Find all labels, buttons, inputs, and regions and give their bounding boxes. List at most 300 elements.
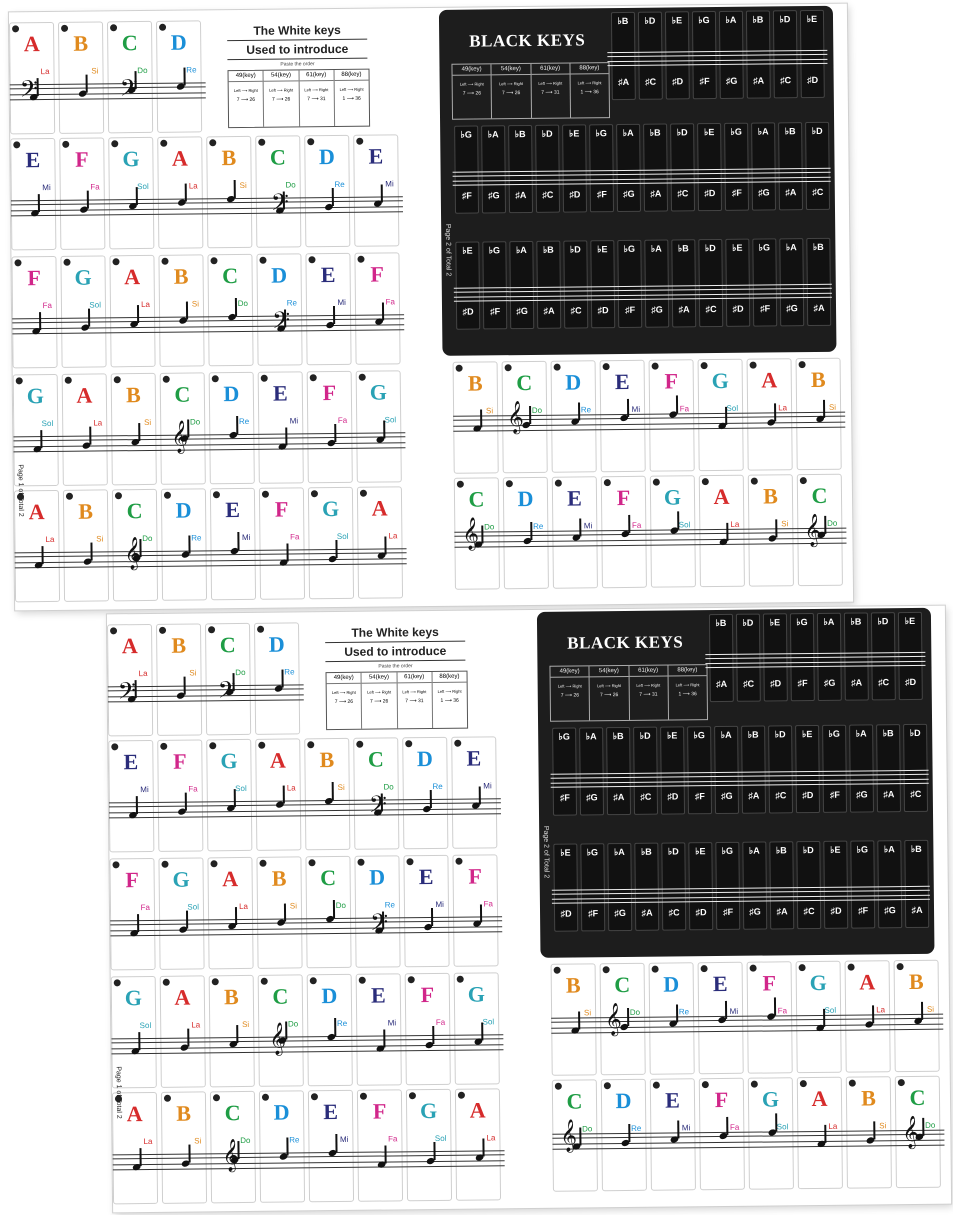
black-keys-panel bbox=[537, 608, 935, 958]
black-key-sticker bbox=[687, 726, 712, 814]
flat-note-label: ♭A bbox=[613, 846, 625, 858]
note-stem bbox=[382, 302, 384, 320]
flat-note-label: ♭B bbox=[747, 729, 759, 740]
key-sticker bbox=[402, 737, 448, 849]
sharp-note-label: ♯D bbox=[695, 907, 707, 918]
white-keys-title: The White keys bbox=[227, 23, 367, 41]
flat-note-label: ♭A bbox=[883, 844, 895, 855]
key-letter: A bbox=[171, 145, 188, 171]
sharp-note-label: ♯A bbox=[650, 188, 662, 199]
note-stem bbox=[725, 1001, 727, 1019]
key-sticker bbox=[109, 255, 155, 367]
key-solfege: Mi bbox=[42, 182, 51, 193]
key-solfege: Do bbox=[827, 518, 838, 528]
white-key-row bbox=[9, 18, 428, 138]
black-key-sticker bbox=[579, 727, 604, 815]
bass-clef-icon: 𝄢 bbox=[368, 790, 388, 824]
size-range: 7 ⟶ 31 bbox=[639, 691, 658, 698]
flat-note-label: ♭E bbox=[904, 615, 916, 627]
page-black-keys bbox=[531, 606, 951, 1208]
flat-note-label: ♭G bbox=[586, 847, 599, 858]
flat-note-label: ♭G bbox=[623, 243, 636, 254]
treble-clef-icon: 𝄞 bbox=[462, 516, 480, 550]
size-keys: 61(key) bbox=[299, 70, 333, 81]
note-stem bbox=[676, 395, 678, 413]
treble-clef-icon: 𝄞 bbox=[506, 400, 524, 434]
key-letter: C bbox=[566, 1088, 583, 1114]
size-keys: 88(key) bbox=[334, 70, 368, 81]
music-staff bbox=[607, 50, 827, 66]
key-sticker bbox=[158, 857, 204, 969]
key-solfege: Sol bbox=[137, 181, 149, 192]
sharp-note-label: ♯G bbox=[749, 906, 761, 917]
treble-clef-icon: 𝄞 bbox=[124, 536, 142, 570]
key-sticker bbox=[259, 487, 305, 599]
sharp-note-label: ♯G bbox=[516, 305, 528, 317]
note-stem bbox=[677, 511, 679, 529]
size-direction: Left ⟶ Right bbox=[402, 689, 427, 695]
note-stem bbox=[187, 1029, 189, 1047]
flat-note-label: ♭G bbox=[721, 845, 734, 856]
note-stem bbox=[383, 420, 385, 438]
size-range: 7 ⟶ 26 bbox=[462, 90, 482, 97]
sharp-note-label: ♯A bbox=[813, 302, 825, 313]
sharp-note-label: ♯F bbox=[759, 303, 771, 314]
note-stem bbox=[281, 670, 283, 688]
black-key-sticker bbox=[779, 238, 804, 326]
sharp-note-label: ♯F bbox=[731, 187, 742, 198]
sharp-note-label: ♯D bbox=[704, 188, 716, 199]
key-solfege: Si bbox=[144, 417, 152, 428]
key-solfege: Re bbox=[384, 900, 395, 910]
black-key-sticker bbox=[850, 840, 875, 928]
note-stem bbox=[381, 185, 383, 203]
sharp-note-label: ♯G bbox=[856, 789, 868, 800]
key-solfege: Re bbox=[334, 179, 345, 190]
black-key-sticker bbox=[661, 842, 686, 930]
key-solfege: Sol bbox=[139, 1020, 152, 1031]
key-letter: B bbox=[565, 972, 581, 998]
flat-note-label: ♭B bbox=[542, 244, 554, 255]
size-range: 7 ⟶ 26 bbox=[560, 692, 580, 699]
key-solfege: Re bbox=[678, 1007, 690, 1017]
key-letter: E bbox=[466, 745, 482, 771]
sharp-note-label: ♯F bbox=[559, 792, 570, 803]
note-stem bbox=[725, 407, 727, 425]
sharp-note-label: ♯G bbox=[651, 304, 663, 315]
treble-clef-icon: 𝄞 bbox=[804, 512, 822, 547]
note-stem bbox=[628, 515, 630, 533]
sharp-note-label: ♯A bbox=[543, 305, 555, 316]
sharp-note-label: ♯G bbox=[614, 907, 626, 919]
note-stem bbox=[86, 75, 88, 93]
key-solfege: La bbox=[388, 531, 398, 541]
key-letter: G bbox=[467, 981, 486, 1007]
key-letter: C bbox=[126, 498, 143, 524]
flat-note-label: ♭D bbox=[644, 15, 656, 26]
flat-note-label: ♭D bbox=[541, 128, 553, 139]
black-key-sticker bbox=[643, 124, 668, 212]
size-range: 7 ⟶ 26 bbox=[334, 698, 354, 706]
key-solfege: La bbox=[191, 1020, 201, 1030]
key-sticker bbox=[206, 136, 252, 248]
key-sticker bbox=[157, 739, 203, 851]
treble-clef-icon: 𝄞 bbox=[269, 1021, 287, 1055]
note-stem bbox=[333, 900, 335, 918]
key-letter: A bbox=[469, 1097, 486, 1123]
size-direction: Left ⟶ Right bbox=[538, 80, 563, 86]
note-stem bbox=[89, 427, 91, 445]
note-stem bbox=[921, 1002, 923, 1020]
note-stem bbox=[234, 180, 236, 198]
black-key-sticker bbox=[698, 239, 723, 327]
key-letter: A bbox=[761, 367, 778, 393]
black-key-sticker bbox=[455, 241, 480, 329]
key-solfege: Fa bbox=[679, 404, 690, 414]
bass-clef-icon: 𝄢 bbox=[270, 188, 290, 222]
bass-clef-icon: 𝄢 bbox=[271, 306, 291, 340]
black-key-sticker bbox=[535, 125, 560, 213]
key-sticker bbox=[161, 1091, 207, 1203]
key-sticker bbox=[210, 488, 256, 600]
key-letter: B bbox=[319, 747, 335, 773]
key-solfege: Do bbox=[235, 667, 246, 678]
note-stem bbox=[334, 1018, 336, 1036]
key-letter: D bbox=[615, 1087, 632, 1114]
flat-note-label: ♭G bbox=[698, 15, 710, 26]
key-solfege: Si bbox=[583, 1008, 592, 1018]
key-letter: F bbox=[420, 981, 435, 1008]
flat-note-label: ♭B bbox=[910, 843, 922, 854]
sharp-note-label: ♯F bbox=[587, 908, 599, 919]
key-letter: B bbox=[223, 984, 239, 1010]
key-solfege: Do bbox=[531, 405, 543, 415]
key-letter: C bbox=[269, 144, 286, 170]
note-stem bbox=[677, 1120, 679, 1138]
note-stem bbox=[774, 997, 776, 1015]
key-letter: G bbox=[369, 379, 388, 405]
white-key-row bbox=[10, 134, 429, 254]
key-letter: F bbox=[372, 1098, 387, 1124]
sharp-note-label: ♯A bbox=[911, 904, 923, 915]
sharp-note-label: ♯D bbox=[462, 306, 474, 317]
key-solfege: Mi bbox=[631, 404, 641, 414]
key-letter: E bbox=[123, 749, 139, 775]
black-key-sticker bbox=[725, 239, 750, 327]
flat-note-label: ♭D bbox=[639, 730, 651, 741]
note-stem bbox=[137, 305, 139, 323]
size-direction: Left ⟶ Right bbox=[675, 682, 700, 688]
note-stem bbox=[188, 1145, 190, 1163]
key-letter: D bbox=[271, 262, 288, 288]
black-key-sticker bbox=[806, 238, 831, 326]
key-letter: B bbox=[271, 865, 287, 891]
note-stem bbox=[579, 518, 581, 536]
black-key-sticker bbox=[795, 725, 820, 813]
note-stem bbox=[185, 793, 187, 811]
key-letter: A bbox=[859, 969, 876, 995]
key-solfege: Re bbox=[286, 298, 297, 308]
key-letter: G bbox=[122, 146, 140, 172]
key-solfege: Re bbox=[191, 533, 202, 543]
key-sticker bbox=[356, 370, 402, 482]
key-solfege: La bbox=[239, 901, 249, 912]
flat-note-label: ♭G bbox=[460, 129, 472, 140]
key-solfege: Si bbox=[485, 406, 494, 416]
note-stem bbox=[480, 904, 482, 922]
flat-note-label: ♭D bbox=[909, 727, 921, 739]
black-key-sticker bbox=[877, 840, 902, 928]
key-solfege: La bbox=[876, 1005, 886, 1015]
note-stem bbox=[627, 399, 629, 417]
key-solfege: Mi bbox=[681, 1123, 691, 1133]
key-letter: E bbox=[567, 485, 582, 511]
key-solfege: Si bbox=[926, 1004, 935, 1014]
key-solfege: Si bbox=[242, 1019, 250, 1030]
music-staff bbox=[705, 652, 925, 668]
key-solfege: Mi bbox=[387, 1018, 397, 1028]
flat-note-label: ♭B bbox=[612, 731, 624, 742]
sharp-note-label: ♯F bbox=[857, 905, 869, 916]
key-letter: B bbox=[810, 366, 826, 393]
sharp-note-label: ♯F bbox=[624, 304, 636, 315]
note-stem bbox=[383, 1030, 385, 1048]
white-key-row bbox=[107, 620, 526, 740]
key-solfege: Fa bbox=[140, 902, 151, 913]
page-white-keys bbox=[9, 8, 433, 610]
key-letter: E bbox=[368, 143, 384, 169]
sharp-note-label: ♯F bbox=[699, 76, 710, 87]
flat-note-label: ♭G bbox=[595, 128, 607, 139]
black-key-sticker bbox=[660, 726, 685, 814]
size-direction: Left ⟶ Right bbox=[233, 87, 258, 94]
key-letter: C bbox=[367, 746, 384, 772]
size-column bbox=[550, 666, 590, 720]
key-solfege: Fa bbox=[729, 1122, 740, 1132]
white-keys-title: The White keys bbox=[325, 625, 465, 643]
black-key-sticker bbox=[580, 843, 605, 931]
note-stem bbox=[432, 1026, 434, 1044]
note-stem bbox=[136, 796, 138, 814]
key-letter: A bbox=[76, 382, 93, 408]
note-stem bbox=[384, 536, 386, 554]
key-sticker bbox=[406, 1089, 452, 1201]
key-letter: C bbox=[320, 865, 337, 891]
key-sticker bbox=[156, 20, 202, 132]
sharp-note-label: ♯C bbox=[910, 788, 922, 800]
size-keys: 49(key) bbox=[452, 64, 490, 75]
size-keys: 54(key) bbox=[264, 70, 298, 81]
key-sticker bbox=[156, 623, 202, 735]
key-letter: G bbox=[74, 264, 92, 290]
note-stem bbox=[481, 525, 483, 543]
note-stem bbox=[285, 428, 287, 446]
key-solfege: Sol bbox=[89, 300, 102, 310]
keyboard-size-table bbox=[549, 664, 708, 722]
key-letter: A bbox=[121, 633, 138, 659]
flat-note-label: ♭A bbox=[823, 616, 835, 627]
key-letter: D bbox=[416, 745, 433, 772]
black-key-sticker bbox=[904, 840, 929, 928]
flat-note-label: ♭G bbox=[693, 730, 705, 741]
sharp-note-label: ♯C bbox=[803, 906, 815, 917]
key-solfege: Si bbox=[189, 668, 197, 678]
flat-note-label: ♭A bbox=[855, 728, 867, 739]
page-label: Page 1 of Total 2 bbox=[16, 464, 25, 517]
flat-note-label: ♭G bbox=[796, 617, 808, 628]
key-solfege: Do bbox=[484, 522, 495, 532]
note-stem bbox=[138, 1032, 140, 1050]
key-letter: F bbox=[27, 265, 42, 291]
key-solfege: Mi bbox=[289, 416, 299, 426]
flat-note-label: ♭B bbox=[850, 616, 862, 627]
page-label: Page 2 of Total 2 bbox=[542, 825, 550, 879]
sharp-note-label: ♯G bbox=[786, 303, 798, 314]
flat-note-label: ♭D bbox=[811, 125, 823, 137]
flat-note-label: ♭B bbox=[514, 129, 526, 140]
sharp-note-label: ♯A bbox=[641, 907, 653, 918]
key-letter: B bbox=[73, 30, 89, 56]
flat-note-label: ♭A bbox=[585, 731, 597, 742]
black-key-sticker bbox=[741, 726, 766, 814]
size-range: 7 ⟶ 31 bbox=[541, 89, 560, 96]
key-letter: C bbox=[614, 971, 631, 998]
size-keys: 54(key) bbox=[362, 672, 396, 683]
size-direction: Left ⟶ Right bbox=[597, 683, 622, 689]
key-letter: G bbox=[809, 969, 827, 996]
key-letter: D bbox=[175, 497, 192, 523]
flat-note-label: ♭D bbox=[774, 729, 786, 740]
sharp-note-label: ♯C bbox=[878, 677, 890, 688]
key-letter: F bbox=[322, 379, 337, 406]
sharp-note-label: ♯G bbox=[488, 190, 500, 201]
keyboard-size-table bbox=[451, 62, 610, 120]
note-stem bbox=[578, 1011, 580, 1029]
flat-note-label: ♭B bbox=[882, 728, 894, 739]
key-letter: F bbox=[125, 867, 140, 893]
note-stem bbox=[237, 532, 239, 550]
key-sticker bbox=[305, 253, 351, 365]
sharp-note-label: ♯C bbox=[743, 678, 755, 689]
key-letter: C bbox=[121, 30, 138, 56]
white-key-row bbox=[109, 854, 528, 974]
key-letter: B bbox=[221, 145, 237, 171]
black-key-sticker bbox=[823, 841, 848, 929]
flat-note-label: ♭A bbox=[650, 243, 662, 254]
key-sticker bbox=[256, 856, 302, 968]
size-direction: Left ⟶ Right bbox=[269, 87, 294, 93]
key-sticker bbox=[304, 738, 350, 850]
note-stem bbox=[87, 191, 89, 209]
key-letter: E bbox=[323, 1099, 339, 1125]
note-stem bbox=[627, 1008, 629, 1026]
key-letter: C bbox=[222, 263, 239, 289]
key-letter: C bbox=[219, 632, 236, 658]
size-column bbox=[452, 64, 492, 118]
treble-clef-icon: 𝄞 bbox=[222, 1138, 240, 1172]
key-solfege: Do bbox=[237, 298, 248, 309]
flat-note-label: ♭D bbox=[742, 617, 754, 628]
sharp-note-label: ♯C bbox=[640, 791, 652, 802]
key-solfege: La bbox=[286, 783, 296, 793]
flat-note-label: ♭D bbox=[802, 845, 814, 856]
note-stem bbox=[481, 1022, 483, 1040]
size-column bbox=[570, 63, 609, 117]
treble-clef-icon: 𝄞 bbox=[604, 1002, 622, 1036]
key-letter: G bbox=[419, 1097, 438, 1124]
sharp-note-label: ♯D bbox=[807, 74, 819, 86]
flat-note-label: ♭E bbox=[806, 13, 818, 25]
sharp-note-label: ♯D bbox=[560, 908, 572, 919]
sharp-note-label: ♯A bbox=[883, 789, 895, 800]
white-keys-subtitle: Used to introduce bbox=[227, 42, 367, 60]
key-sticker bbox=[158, 254, 204, 366]
sharp-note-label: ♯A bbox=[515, 189, 527, 201]
sharp-note-label: ♯F bbox=[829, 789, 840, 800]
black-key-sticker bbox=[769, 841, 794, 929]
black-key-sticker bbox=[562, 124, 587, 212]
key-letter: G bbox=[761, 1086, 780, 1112]
note-stem bbox=[185, 184, 187, 202]
key-solfege: Sol bbox=[41, 418, 54, 429]
key-solfege: Si bbox=[828, 402, 837, 412]
key-solfege: Fa bbox=[388, 1134, 398, 1144]
size-direction: Left ⟶ Right bbox=[577, 80, 602, 86]
size-range: 1 ⟶ 36 bbox=[342, 95, 361, 102]
key-sticker bbox=[59, 137, 105, 249]
black-key-sticker bbox=[751, 122, 776, 210]
key-sticker bbox=[307, 974, 353, 1086]
key-solfege: Do bbox=[137, 65, 148, 76]
key-solfege: Do bbox=[925, 1120, 936, 1130]
key-letter: A bbox=[811, 1085, 828, 1112]
key-solfege: Sol bbox=[187, 902, 200, 912]
size-range: 7 ⟶ 26 bbox=[501, 90, 521, 97]
key-solfege: La bbox=[778, 403, 788, 413]
key-sticker bbox=[206, 739, 252, 851]
key-letter: D bbox=[268, 631, 285, 657]
flat-note-label: ♭G bbox=[730, 126, 742, 137]
sharp-note-label: ♯C bbox=[677, 188, 689, 199]
note-stem bbox=[431, 908, 433, 926]
flat-note-label: ♭E bbox=[704, 127, 715, 138]
size-keys: 88(key) bbox=[668, 665, 706, 676]
flat-note-label: ♭E bbox=[695, 846, 706, 857]
key-letter: E bbox=[25, 147, 41, 173]
size-range: 7 ⟶ 31 bbox=[307, 96, 326, 103]
sharp-note-label: ♯A bbox=[785, 187, 797, 198]
key-solfege: Si bbox=[781, 519, 789, 529]
size-keys: 49(key) bbox=[229, 71, 263, 82]
note-stem bbox=[38, 194, 40, 212]
key-letter: D bbox=[273, 1099, 290, 1125]
key-sticker bbox=[308, 487, 354, 599]
page-black-keys bbox=[433, 4, 853, 606]
note-stem bbox=[332, 782, 334, 800]
flat-note-label: ♭D bbox=[676, 127, 688, 138]
black-key-sticker bbox=[724, 123, 749, 211]
key-sticker bbox=[157, 136, 203, 248]
key-letter: B bbox=[173, 263, 189, 289]
key-solfege: Mi bbox=[385, 179, 394, 189]
key-solfege: Fa bbox=[290, 532, 300, 542]
key-solfege: Fa bbox=[188, 784, 198, 794]
note-stem bbox=[482, 1138, 484, 1156]
key-solfege: Si bbox=[191, 299, 200, 309]
key-letter: D bbox=[170, 29, 187, 55]
flat-note-label: ♭B bbox=[784, 126, 796, 137]
note-stem bbox=[824, 516, 826, 534]
